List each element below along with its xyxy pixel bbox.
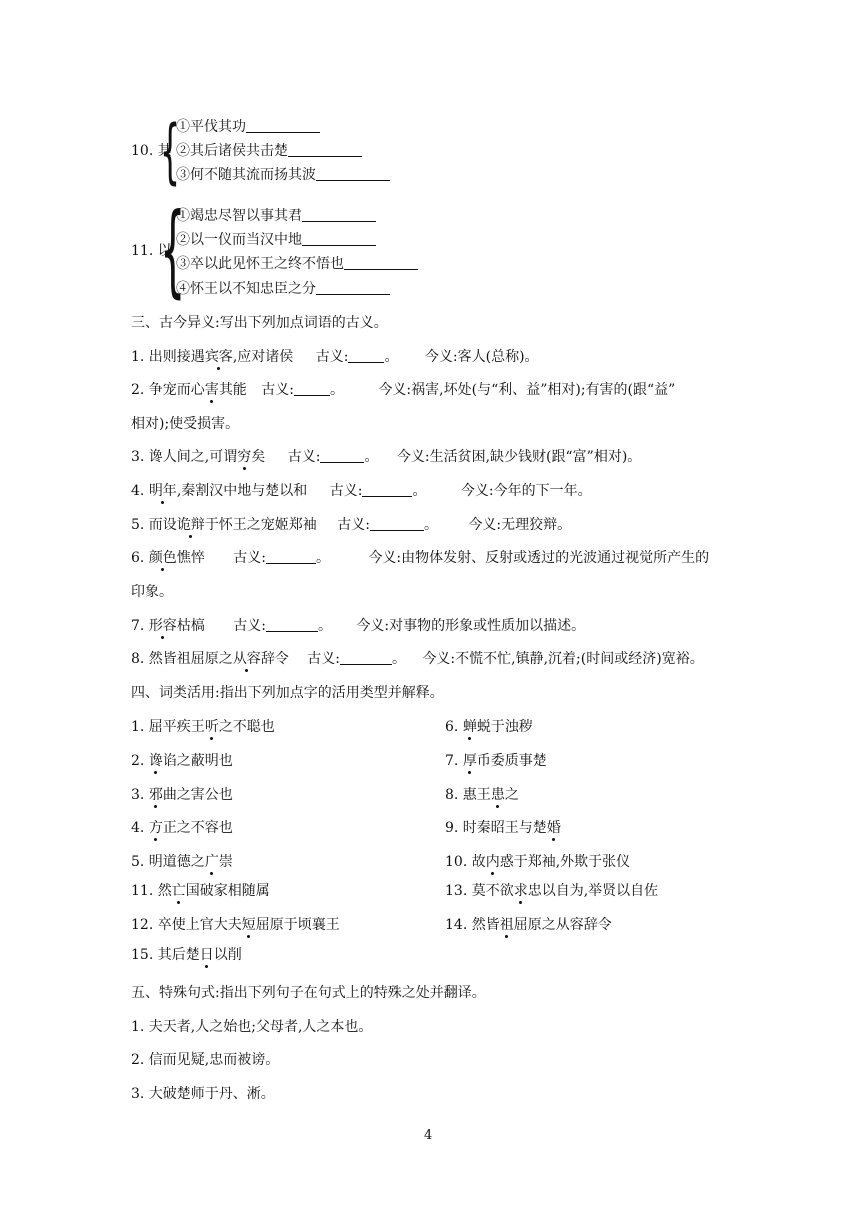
section4-item: 3. 邪曲之害公也 [131, 787, 233, 803]
answer-blank[interactable] [320, 448, 364, 463]
answer-blank[interactable] [348, 348, 384, 363]
section4-item: 6. 蝉蜕于浊秽 [445, 719, 533, 735]
answer-blank[interactable] [288, 142, 362, 157]
section4-item: 10. 故内惑于郑袖,外欺于张仪 [445, 854, 631, 870]
answer-blank[interactable] [302, 207, 376, 222]
section4-item: 7. 厚币委质事楚 [445, 753, 547, 769]
section4-item: 8. 惠王患之 [445, 787, 519, 803]
answer-blank[interactable] [340, 650, 392, 665]
section5-item: 2. 信而见疑,忠而被谤。 [131, 1052, 280, 1068]
section3-item-7: 7. 形容枯槁 古义: 。 今义:对事物的形象或性质加以描述。 [131, 618, 586, 634]
section4-item: 1. 屈平疾王听之不聪也 [131, 719, 275, 735]
section4-item: 14. 然皆祖屈原之从容辞令 [445, 917, 612, 933]
section3-item-4: 4. 明年,秦割汉中地与楚以和 古义: 。 今义:今年的下一年。 [131, 483, 592, 499]
q10-item-3: ③何不随其流而扬其波 [176, 165, 390, 185]
answer-blank[interactable] [316, 280, 390, 295]
answer-blank[interactable] [266, 617, 318, 632]
q11-label: 11. 以 [131, 243, 172, 259]
answer-blank[interactable] [316, 166, 390, 181]
q10-label: 10. 其 [131, 143, 172, 159]
answer-blank[interactable] [294, 381, 330, 396]
section4-item: 5. 明道德之广崇 [131, 854, 233, 870]
section5-item: 1. 夫天者,人之始也;父母者,人之本也。 [131, 1019, 373, 1035]
page-number: 4 [424, 1128, 433, 1143]
section4-item: 11. 然亡国破家相随属 [131, 883, 270, 899]
section3-item-2-continued: 相对);使受损害。 [131, 416, 240, 432]
section4-item: 13. 莫不欲求忠以自为,举贤以自佐 [445, 883, 659, 899]
section4-item: 15. 其后楚日以削 [131, 947, 242, 963]
section3-item-1: 1. 出则接遇宾客,应对诸侯 古义: 。 今义:客人(总称)。 [131, 349, 539, 365]
section-heading: 四、词类活用:指出下列加点字的活用类型并解释。 [131, 685, 444, 701]
section4-item: 2. 谗谄之蔽明也 [131, 753, 233, 769]
section5-item: 3. 大破楚师于丹、淅。 [131, 1086, 275, 1102]
q11-item-2: ②以一仪而当汉中地 [176, 230, 376, 250]
section3-item-6: 6. 颜色憔悴 古义: 。 今义:由物体发射、反射或透过的光波通过视觉所产生的 [131, 550, 710, 566]
section-heading: 三、古今异义:写出下列加点词语的古义。 [131, 315, 388, 331]
section3-item-2: 2. 争宠而心害其能 古义: 。 今义:祸害,坏处(与“利、益”相对);有害的(跟“益” [131, 382, 676, 398]
q11-item-4: ④怀王以不知忠臣之分 [176, 279, 390, 299]
section3-item-3: 3. 谗人间之,可谓穷矣 古义: 。 今义:生活贫困,缺少钱财(跟“富”相对)。 [131, 449, 642, 465]
answer-blank[interactable] [302, 231, 376, 246]
q11-item-3: ③卒以此见怀王之终不悟也 [176, 254, 418, 274]
section4-item: 12. 卒使上官大夫短屈原于顷襄王 [131, 917, 340, 933]
brace-icon: { [160, 191, 186, 308]
section4-item: 9. 时秦昭王与楚婚 [445, 820, 561, 836]
answer-blank[interactable] [370, 516, 424, 531]
answer-blank[interactable] [266, 549, 316, 564]
q10-item-2: ②其后诸侯共击楚 [176, 141, 362, 161]
answer-blank[interactable] [344, 255, 418, 270]
answer-blank[interactable] [362, 482, 412, 497]
brace-icon: { [160, 110, 181, 192]
section3-item-8: 8. 然皆祖屈原之从容辞令 古义: 。 今义:不慌不忙,镇静,沉着;(时间或经济)宽裕。 [131, 651, 704, 667]
q10-item-1: ①平伐其功 [176, 117, 320, 137]
section3-item-6-continued: 印象。 [131, 584, 173, 600]
q11-item-1: ①竭忠尽智以事其君 [176, 206, 376, 226]
answer-blank[interactable] [246, 118, 320, 133]
section4-item: 4. 方正之不容也 [131, 820, 233, 836]
section3-item-5: 5. 而设诡辩于怀王之宠姬郑袖 古义: 。 今义:无理狡辩。 [131, 517, 572, 533]
section-heading: 五、特殊句式:指出下列句子在句式上的特殊之处并翻译。 [131, 985, 486, 1001]
